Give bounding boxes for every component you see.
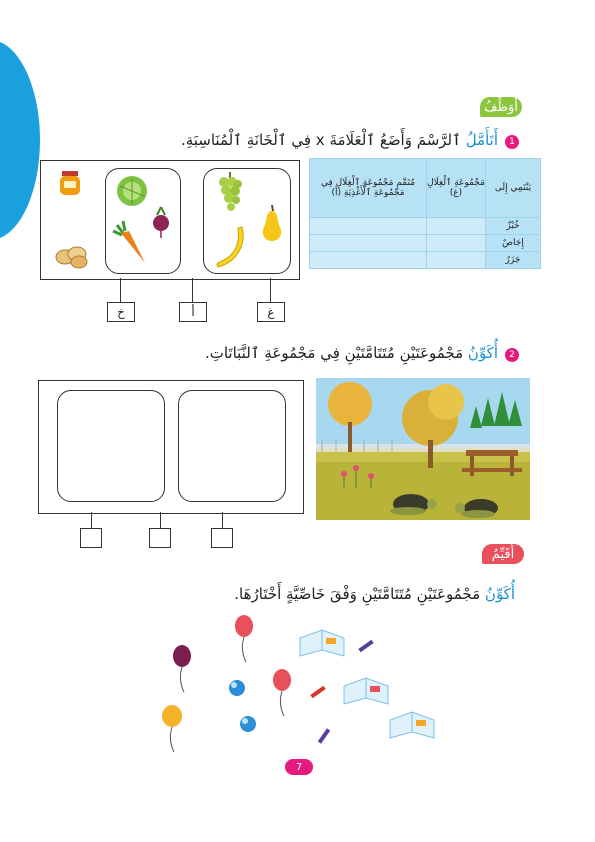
cabbage-icon <box>114 174 150 208</box>
jam-jar-icon <box>58 169 82 197</box>
objects-illustration <box>150 610 450 760</box>
instruction-verb: أُكَوِّنُ <box>467 344 498 362</box>
carrot-icon <box>111 219 149 267</box>
table-header-fruits: مَجْمُوعَةِ ٱلْغِلَالِ (غ) <box>427 159 486 218</box>
table-row-carrot: جَزَرٌ <box>486 252 541 269</box>
answer-cell[interactable] <box>310 235 427 252</box>
apply-badge: أُوَظِّفُ <box>480 97 522 117</box>
instruction-text: مَجْمُوعَتَيْنِ مُتَتَامَّتَيْنِ فِي مَجْمُوعَةِ ٱلنَّبَاتَاتِ. <box>204 344 468 362</box>
balloon-icon <box>173 645 191 692</box>
beetroot-icon <box>150 205 172 239</box>
answer-cell[interactable] <box>310 252 427 269</box>
set-label-box[interactable] <box>211 528 233 548</box>
grapes-icon <box>216 172 244 214</box>
book-icon <box>390 712 434 738</box>
pencil-icon <box>310 686 325 698</box>
pear-icon <box>258 203 286 243</box>
book-icon <box>344 678 388 704</box>
exercise-3-instruction <box>234 585 515 603</box>
answer-cell[interactable] <box>310 218 427 235</box>
bread-icon <box>55 243 89 269</box>
balloon-icon <box>235 615 253 662</box>
table-header-complement: مُتَمِّمِ مَجْمُوعَةِ ٱلْغِلَالِ فِي مَجْمُوعَةِ ٱلْأَغْذِيَةِ (أ) <box>310 159 427 218</box>
banana-icon <box>214 225 248 271</box>
table-row-bread: خُبْزٌ <box>486 218 541 235</box>
page-number: 7 <box>285 759 313 775</box>
exercise-1-instruction <box>181 131 498 149</box>
set-label-khubz: خ <box>107 302 135 322</box>
balloon-icon <box>162 705 182 752</box>
answer-set-right[interactable] <box>178 390 286 502</box>
park-illustration <box>316 378 530 520</box>
table-row-pear: إِجَاصٌ <box>486 235 541 252</box>
answer-cell[interactable] <box>427 218 486 235</box>
exercise-2-instruction <box>205 344 498 362</box>
answer-cell[interactable] <box>427 235 486 252</box>
plants-universe-set <box>38 380 304 514</box>
set-left <box>105 168 181 274</box>
set-label-food: أ <box>179 302 207 322</box>
table-header-belongs: يَنْتَمِي إِلَى <box>486 159 541 218</box>
set-right <box>203 168 291 274</box>
food-universe-set <box>40 160 300 280</box>
evaluate-badge: أُقَيِّمُ <box>482 544 524 564</box>
answer-cell[interactable] <box>427 252 486 269</box>
balloon-icon <box>273 669 291 716</box>
set-label-box[interactable] <box>149 528 171 548</box>
exercise-2-number: 2 <box>505 348 519 362</box>
book-icon <box>300 630 344 656</box>
pencil-icon <box>318 728 330 743</box>
set-label-fruits: غ <box>257 302 285 322</box>
set-label-box[interactable] <box>80 528 102 548</box>
instruction-text: ٱلرَّسْمَ وَأَضَعُ ٱلْعَلَامَةَ x فِي ٱلْخَانَةِ ٱلْمُنَاسِبَةِ. <box>180 131 466 149</box>
answer-set-left[interactable] <box>57 390 165 502</box>
pencil-icon <box>358 640 373 652</box>
instruction-verb: أَتَأَمَّلُ <box>465 131 498 149</box>
page-edge-decoration <box>0 40 40 240</box>
classification-table <box>309 158 541 269</box>
instruction-text: مَجْمُوعَتَيْنِ مُتَتَامَّتَيْنِ وَفْقَ خَاصِّيَّةٍ أَخْتَارُهَا. <box>234 585 485 603</box>
instruction-verb: أُكَوِّنُ <box>484 585 515 603</box>
exercise-1-number: 1 <box>505 135 519 149</box>
